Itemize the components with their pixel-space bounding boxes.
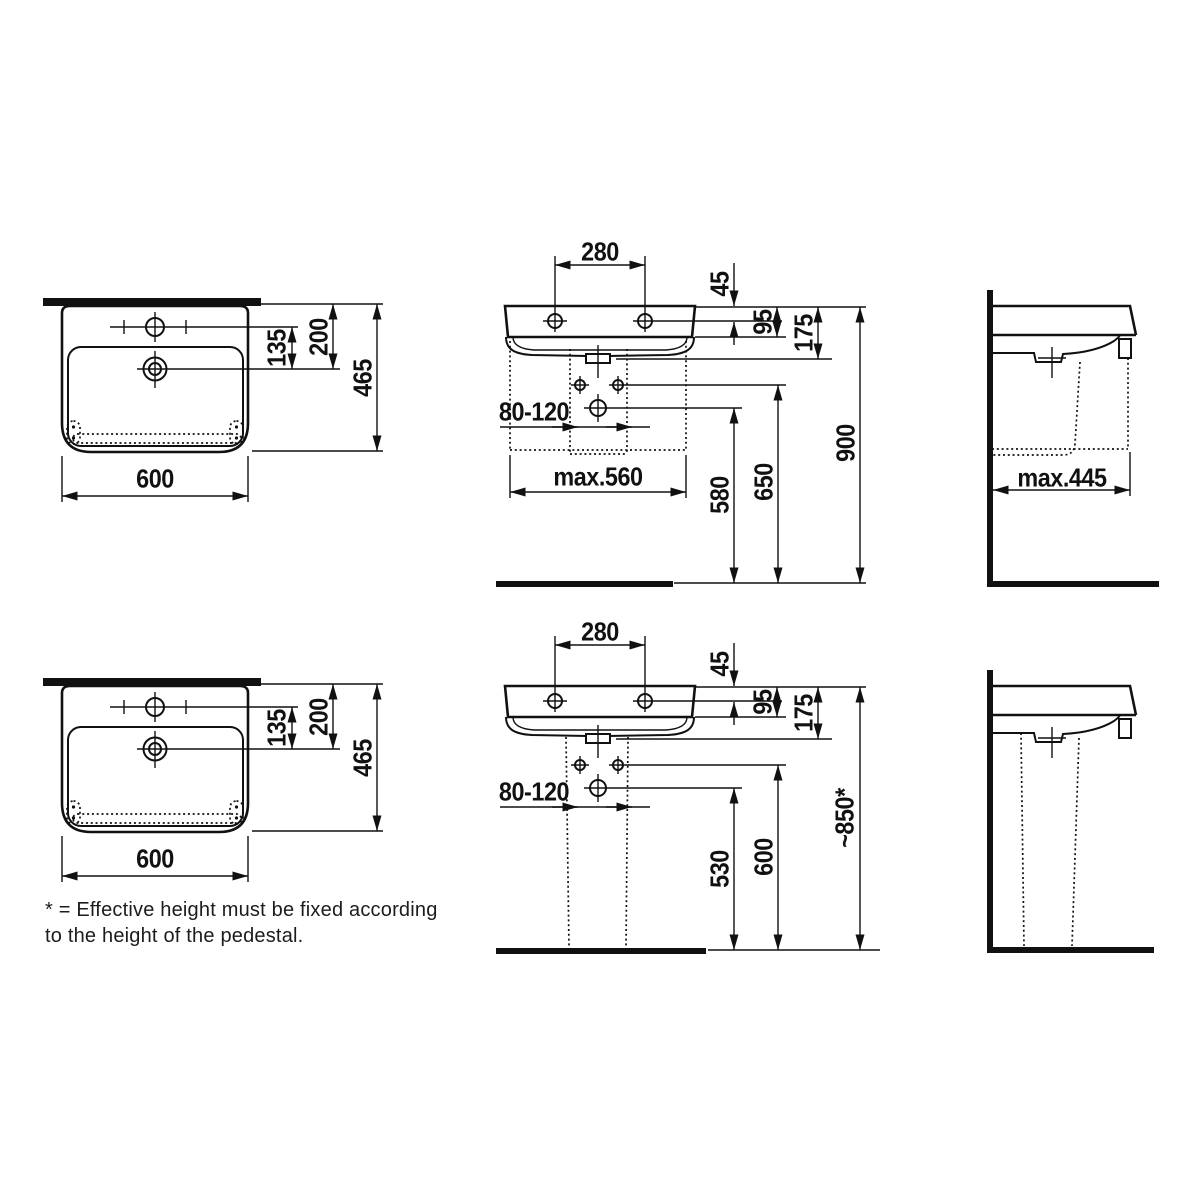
dim-label-rim-to-apron: 95 <box>747 689 778 715</box>
dim-label-fixing-height: 600 <box>748 838 779 876</box>
dim-label-tap-to-drain: 135 <box>261 709 292 747</box>
dim-label-waste-height: 580 <box>704 476 735 514</box>
dim-label-waste-height: 530 <box>704 850 735 888</box>
dim-label-wall-to-drain: 200 <box>303 318 334 356</box>
dim-label-width: 600 <box>136 843 174 874</box>
dim-label-rim-to-tap: 45 <box>704 271 735 297</box>
dim-label-max-bracket-width: max.560 <box>553 461 643 492</box>
dim-label-rim-to-bowl: 175 <box>788 694 819 732</box>
dim-label-max-depth: max.445 <box>1017 462 1107 493</box>
dim-label-rim-to-bowl: 175 <box>788 314 819 352</box>
dim-label-rim-to-tap: 45 <box>704 651 735 677</box>
dim-label-waste-offset: 80-120 <box>498 776 570 807</box>
dim-label-rim-to-apron: 95 <box>747 309 778 335</box>
panel-side-pedestal <box>987 670 1154 953</box>
dim-label-wall-to-drain: 200 <box>303 698 334 736</box>
footnote-line-2: to the height of the pedestal. <box>45 925 304 947</box>
dim-label-rim-height: 900 <box>830 424 861 462</box>
dim-label-tap-spacing: 280 <box>581 616 619 647</box>
dim-label-fixing-height: 650 <box>748 463 779 501</box>
dim-label-depth: 465 <box>347 359 378 397</box>
dim-label-tap-to-drain: 135 <box>261 329 292 367</box>
dim-label-waste-offset: 80-120 <box>498 396 570 427</box>
dim-label-depth: 465 <box>347 739 378 777</box>
footnote-line-1: * = Effective height must be fixed according <box>45 899 438 921</box>
dim-label-width: 600 <box>136 463 174 494</box>
panel-side-wall-hung <box>987 290 1159 587</box>
dim-label-tap-spacing: 280 <box>581 236 619 267</box>
dim-label-effective-height: ~850* <box>829 788 860 848</box>
